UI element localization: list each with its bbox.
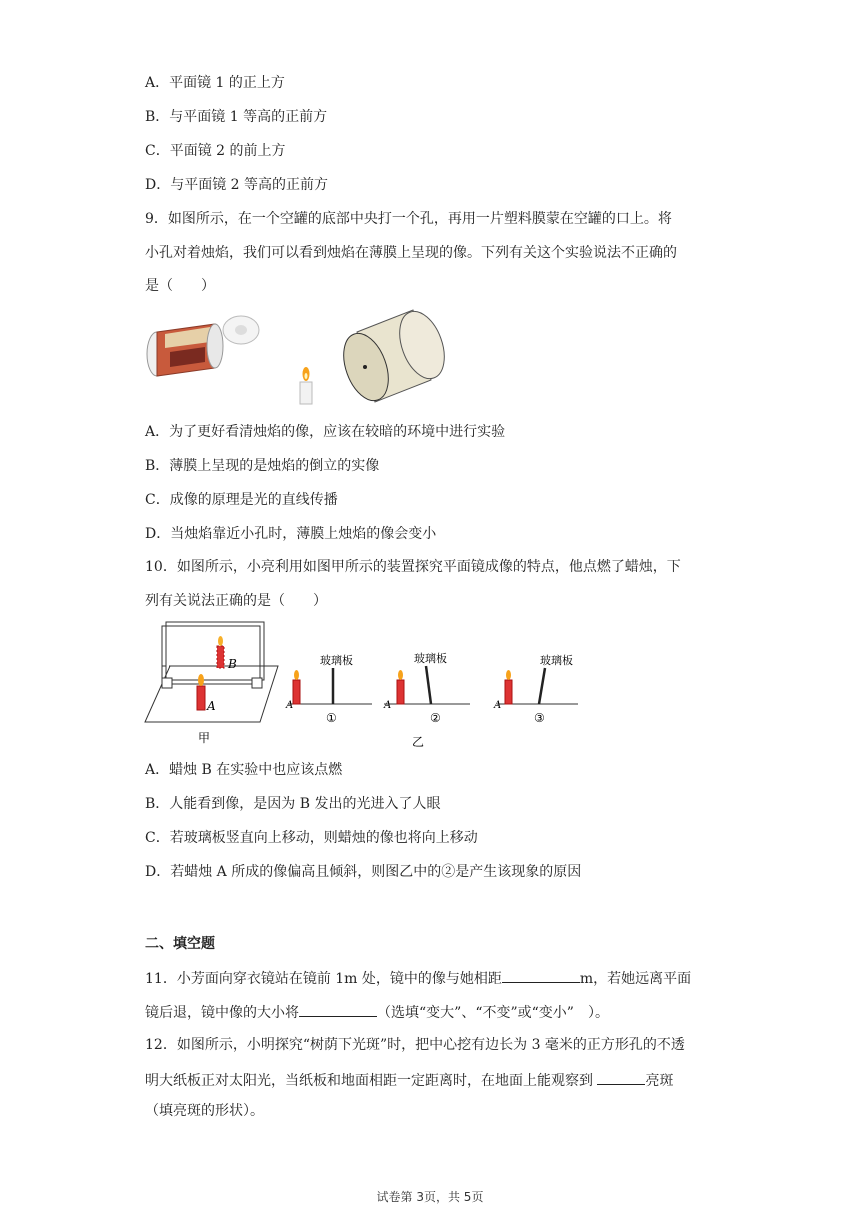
section-title: 二、填空题 bbox=[145, 936, 215, 952]
q12-text-1: 明大纸板正对太阳光，当纸板和地面相距一定距离时，在地面上能观察到 bbox=[145, 1073, 598, 1089]
candle-b-label: B bbox=[228, 657, 237, 671]
q10-option-d: D．若蜡烛 A 所成的像偏高且倾斜，则图乙中的②是产生该现象的原因 bbox=[145, 864, 582, 880]
q10-stem-line-2: 列有关说法正确的是（ ） bbox=[145, 593, 327, 609]
q10-figure bbox=[140, 618, 590, 750]
num-3: ③ bbox=[534, 711, 545, 725]
figure-yi-3 bbox=[493, 653, 578, 725]
q8-option-b: B．与平面镜 1 等高的正前方 bbox=[145, 109, 328, 125]
q11-blank-2[interactable] bbox=[299, 1002, 377, 1017]
candle-b-icon bbox=[217, 636, 224, 668]
q9-stem-line-3: 是（ ） bbox=[145, 278, 215, 294]
q9-option-d: D．当烛焰靠近小孔时，薄膜上烛焰的像会变小 bbox=[145, 526, 437, 542]
candle-a-label-1: A bbox=[286, 700, 294, 711]
q9-option-b: B．薄膜上呈现的是烛焰的倒立的实像 bbox=[145, 458, 380, 474]
q12-line-2 bbox=[145, 1070, 673, 1090]
q10-option-a: A．蜡烛 B 在实验中也应该点燃 bbox=[145, 762, 343, 778]
q8-option-d: D．与平面镜 2 等高的正前方 bbox=[145, 177, 329, 193]
candle-a-label: A bbox=[207, 699, 216, 713]
q11-text-1: 11．小芳面向穿衣镜站在镜前 1m 处，镜中的像与她相距 bbox=[145, 971, 502, 987]
glass-label-3: 玻璃板 bbox=[540, 654, 573, 667]
q12-text-2: 亮斑 bbox=[645, 1073, 674, 1089]
q11-blank-1[interactable] bbox=[502, 968, 580, 983]
figure-yi-1 bbox=[285, 653, 372, 725]
label-jia: 甲 bbox=[198, 731, 211, 745]
q10-stem-line-1: 10．如图所示，小亮利用如图甲所示的装置探究平面镜成像的特点，他点燃了蜡烛，下 bbox=[145, 559, 681, 575]
q9-option-a: A．为了更好看清烛焰的像，应该在较暗的环境中进行实验 bbox=[145, 424, 506, 440]
num-1: ① bbox=[326, 711, 337, 725]
q12-blank[interactable] bbox=[597, 1070, 645, 1085]
candle-icon bbox=[300, 367, 312, 404]
q12-line-1: 12．如图所示，小明探究“树荫下光斑”时，把中心挖有边长为 3 毫米的正方形孔的不透 bbox=[145, 1037, 685, 1053]
candle-a-label-2: A bbox=[384, 700, 392, 711]
q12-line-3: （填亮斑的形状）。 bbox=[145, 1103, 264, 1119]
figure-jia bbox=[145, 622, 278, 745]
num-2: ② bbox=[430, 711, 441, 725]
q9-stem-line-1: 9．如图所示，在一个空罐的底部中央打一个孔，再用一片塑料膜蒙在空罐的口上。将 bbox=[145, 211, 672, 227]
q8-option-a: A．平面镜 1 的正上方 bbox=[145, 75, 285, 91]
q11-line-2 bbox=[145, 1002, 609, 1022]
q9-figure bbox=[145, 302, 445, 412]
cylinder-image bbox=[335, 305, 445, 406]
q8-option-c: C．平面镜 2 的前上方 bbox=[145, 143, 286, 159]
q11-text-2: m，若她远离平面 bbox=[579, 971, 692, 987]
q11-text-4: （选填“变大”、“不变”或“变小” ）。 bbox=[377, 1005, 609, 1021]
candle-a-icon bbox=[197, 674, 205, 710]
candle-a-label-3: A bbox=[494, 700, 502, 711]
q11-line-1 bbox=[145, 968, 691, 988]
q10-option-b: B．人能看到像，是因为 B 发出的光进入了人眼 bbox=[145, 796, 441, 812]
figure-yi-2 bbox=[383, 651, 470, 725]
q10-option-c: C．若玻璃板竖直向上移动，则蜡烛的像也将向上移动 bbox=[145, 830, 478, 846]
label-yi: 乙 bbox=[412, 735, 425, 749]
glass-label-1: 玻璃板 bbox=[320, 654, 353, 667]
q9-option-c: C．成像的原理是光的直线传播 bbox=[145, 492, 338, 508]
glass-label-2: 玻璃板 bbox=[414, 652, 447, 665]
q11-text-3: 镜后退，镜中像的大小将 bbox=[145, 1005, 299, 1021]
q9-stem-line-2: 小孔对着烛焰，我们可以看到烛焰在薄膜上呈现的像。下列有关这个实验说法不正确的 bbox=[145, 245, 677, 261]
page-footer: 试卷第 3页，共 5页 bbox=[376, 1190, 484, 1204]
can-image bbox=[147, 316, 259, 376]
